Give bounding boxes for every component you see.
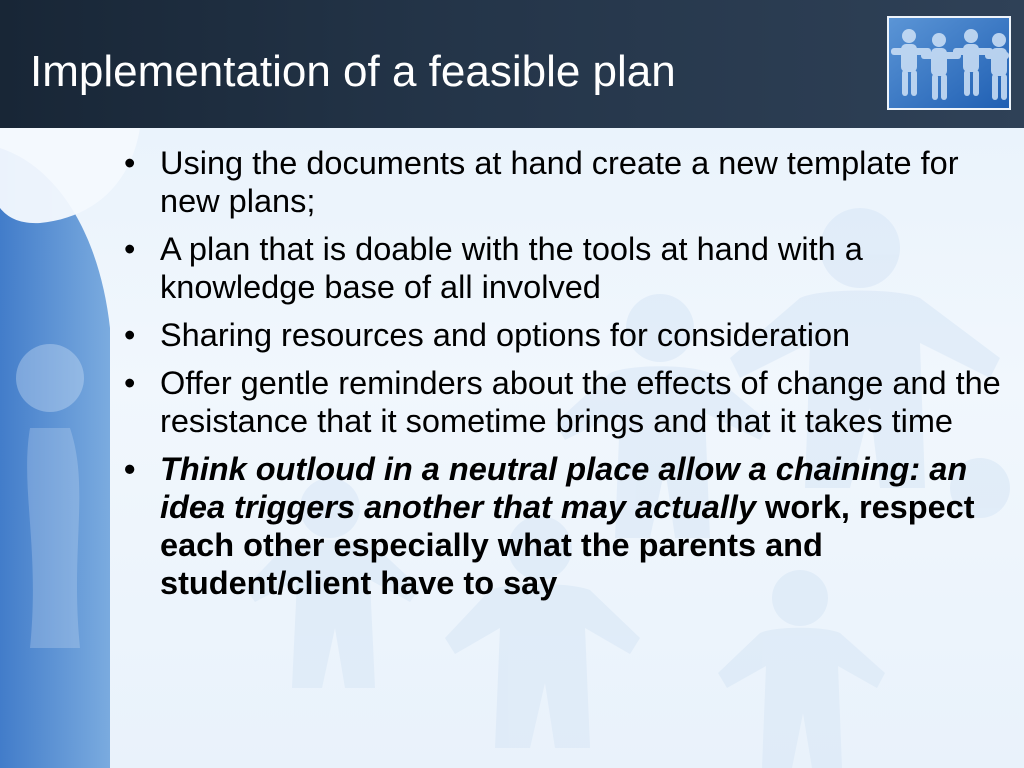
bullet-marker: •	[124, 145, 136, 181]
bullet-list	[112, 144, 1012, 612]
bullet-marker: •	[124, 231, 136, 267]
bullet-text	[160, 451, 975, 601]
bullet-item	[112, 144, 1012, 220]
title-bar	[0, 0, 1024, 128]
bullet-text: Using the documents at hand create a new template for new plans;	[160, 145, 959, 219]
bullet-item	[112, 364, 1012, 440]
bullet-item	[112, 230, 1012, 306]
bullet-item-emphasized	[112, 450, 1012, 602]
bullet-text-regular: work, respect each other especially what the parents and student/client have to say	[160, 489, 975, 601]
bullet-marker: •	[124, 317, 136, 353]
bullet-text: Sharing resources and options for consideration	[160, 317, 851, 353]
bullet-marker: •	[124, 451, 136, 487]
slide-title: Implementation of a feasible plan	[30, 47, 676, 96]
bullet-text: A plan that is doable with the tools at hand with a knowledge base of all involved	[160, 231, 863, 305]
bullet-marker: •	[124, 365, 136, 401]
bullet-text-italic: Think outloud in a neutral place allow a chaining: an idea triggers another that may actually	[160, 451, 968, 525]
paper-people-thumbnail	[887, 16, 1011, 110]
bullet-item	[112, 316, 1012, 354]
bullet-text: Offer gentle reminders about the effects of change and the resistance that it sometime brings and that it takes time	[160, 365, 1001, 439]
